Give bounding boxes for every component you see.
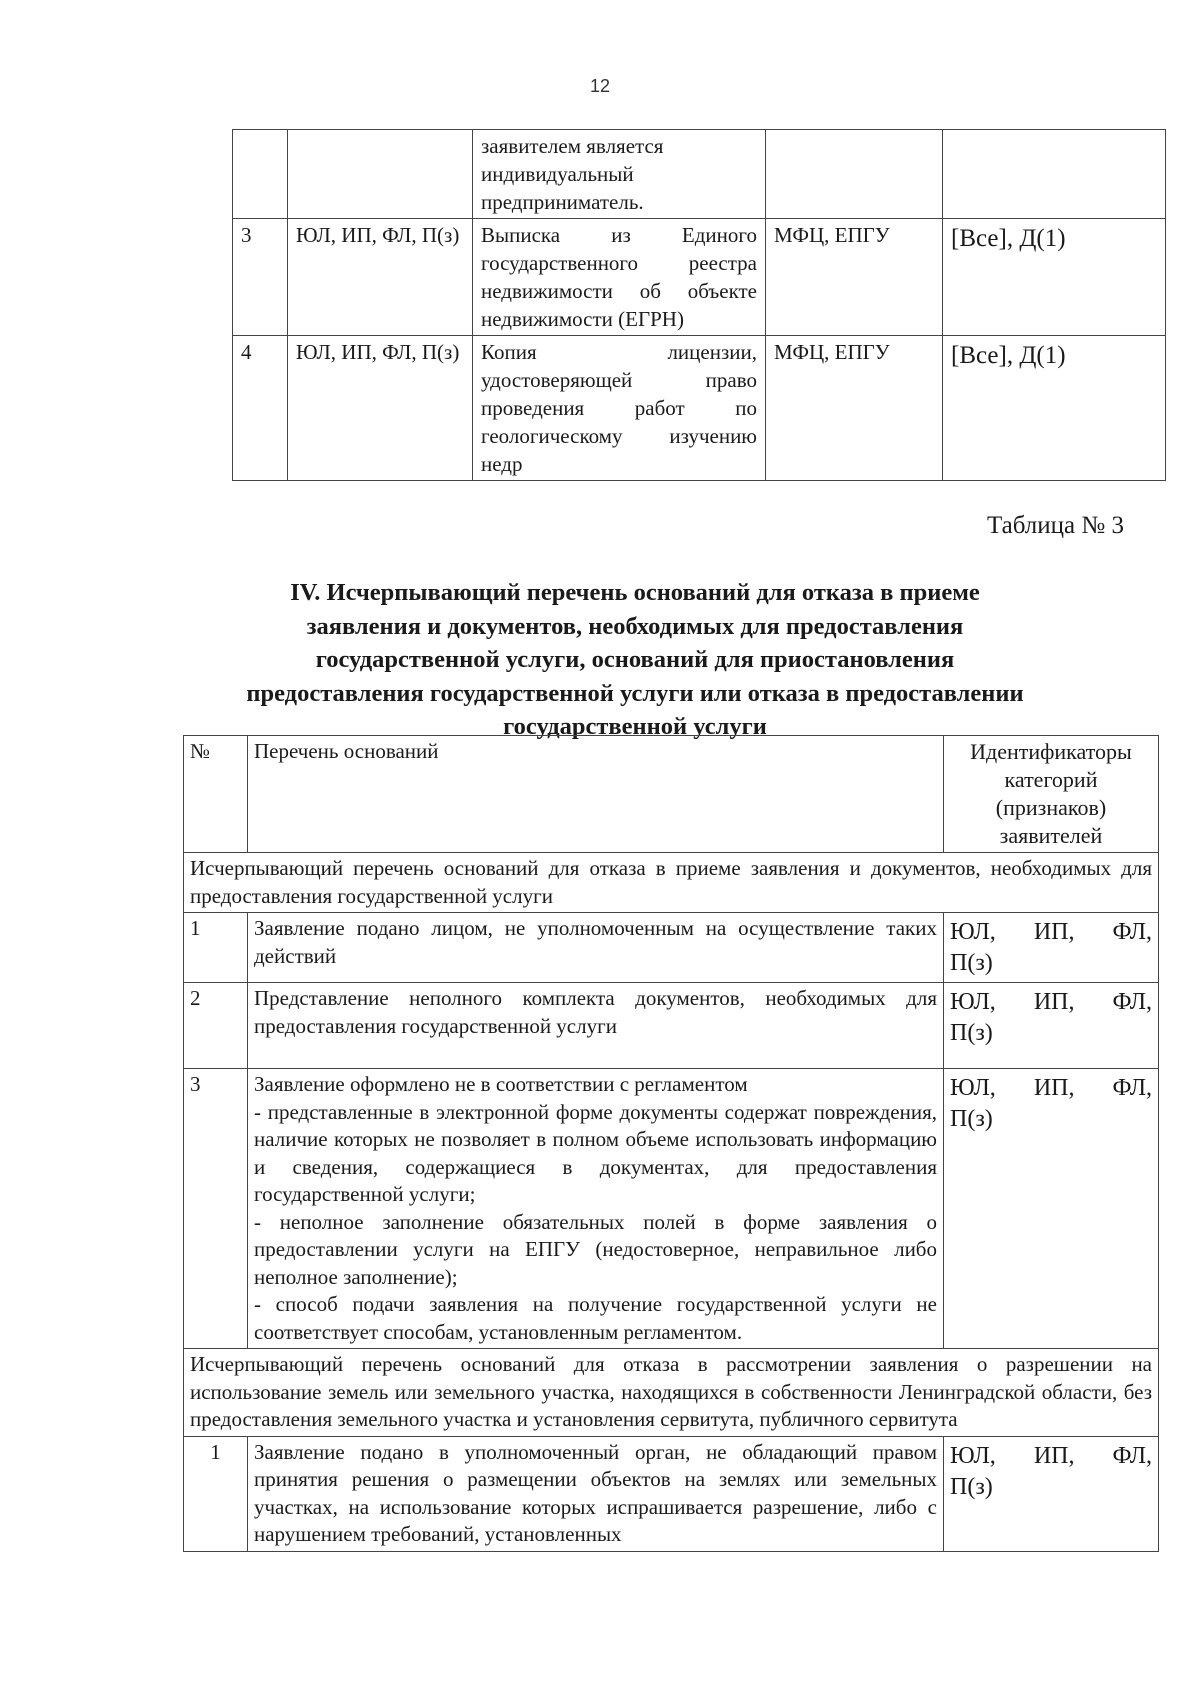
table-row bbox=[184, 1069, 1159, 1349]
section-row: Исчерпывающий перечень оснований для отказа в рассмотрении заявления о разрешении на использование земель или земельного участка, находящихся в собственности Ленинградской области, без предоставления земельного участка и установления сервитута, публичного сервитута bbox=[184, 1349, 1159, 1437]
cell-ids bbox=[943, 130, 1166, 219]
cell-ids: ЮЛ, ИП, ФЛ, П(з) bbox=[944, 1069, 1159, 1349]
cell-num: 4 bbox=[233, 336, 288, 481]
table-header-row bbox=[184, 736, 1159, 853]
cell-num: 3 bbox=[184, 1069, 248, 1349]
cell-categories: ЮЛ, ИП, ФЛ, П(з) bbox=[288, 336, 473, 481]
cell-num: 1 bbox=[184, 913, 248, 983]
page-number: 12 bbox=[589, 76, 611, 96]
header-num: № bbox=[184, 736, 248, 853]
cell-ids: ЮЛ, ИП, ФЛ, П(з) bbox=[944, 983, 1159, 1069]
cell-num: 2 bbox=[184, 983, 248, 1069]
cell-num: 3 bbox=[233, 219, 288, 336]
section-row: Исчерпывающий перечень оснований для отказа в приеме заявления и документов, необходимых для предоставления государственной услуги bbox=[184, 853, 1159, 913]
cell-where: МФЦ, ЕПГУ bbox=[766, 219, 943, 336]
table-row bbox=[184, 1436, 1159, 1551]
documents-table bbox=[232, 129, 1166, 481]
header-ids: Идентификаторы категорий (признаков) заявителей bbox=[944, 736, 1159, 853]
refusal-grounds-table bbox=[183, 735, 1159, 1552]
table-caption: Таблица № 3 bbox=[986, 512, 1124, 539]
header-grounds: Перечень оснований bbox=[248, 736, 944, 853]
cell-text: Представление неполного комплекта документов, необходимых для предоставления государственной услуги bbox=[248, 983, 944, 1069]
cell-num bbox=[233, 130, 288, 219]
table-row bbox=[233, 219, 1166, 336]
section-heading: IV. Исчерпывающий перечень оснований для отказа в приеме заявления и документов, необходимых для предоставления государственной услуги, оснований для приостановления предоставления государственной услуги или отказа в предоставлении государственной услуги bbox=[246, 579, 1024, 740]
cell-categories bbox=[288, 130, 473, 219]
table-row bbox=[233, 336, 1166, 481]
cell-where bbox=[766, 130, 943, 219]
cell-categories: ЮЛ, ИП, ФЛ, П(з) bbox=[288, 219, 473, 336]
cell-document: Копия лицензии, удостоверяющей право проведения работ по геологическому изучению недр bbox=[473, 336, 766, 481]
cell-ids: [Все], Д(1) bbox=[943, 219, 1166, 336]
table-row bbox=[184, 913, 1159, 983]
cell-ids: [Все], Д(1) bbox=[943, 336, 1166, 481]
cell-text: Заявление подано лицом, не уполномоченным на осуществление таких действий bbox=[248, 913, 944, 983]
cell-ids: ЮЛ, ИП, ФЛ, П(з) bbox=[944, 913, 1159, 983]
cell-text: Заявление оформлено не в соответствии с регламентом - представленные в электронной форме документы содержат повреждения, наличие которых не позволяет в полном объеме использовать информацию и сведения, содержащиеся в документах, для предоставления государственной услуги; - неполное заполнение обязательных полей в форме заявления о предоставлении услуги на ЕПГУ (недостоверное, неправильное либо неполное заполнение); - способ подачи заявления на получение государственной услуги не соответствует способам, установленным регламентом. bbox=[248, 1069, 944, 1349]
cell-where: МФЦ, ЕПГУ bbox=[766, 336, 943, 481]
cell-num: 1 bbox=[184, 1436, 248, 1551]
cell-ids: ЮЛ, ИП, ФЛ, П(з) bbox=[944, 1436, 1159, 1551]
table-row bbox=[233, 130, 1166, 219]
cell-text: Заявление подано в уполномоченный орган, не обладающий правом принятия решения о размещении объектов на землях или земельных участках, на использование которых испрашивается разрешение, либо с нарушением требований, установленных bbox=[248, 1436, 944, 1551]
cell-document: Выписка из Единого государственного реестра недвижимости об объекте недвижимости (ЕГРН) bbox=[473, 219, 766, 336]
table-row bbox=[184, 983, 1159, 1069]
cell-document: заявителем является индивидуальный предприниматель. bbox=[473, 130, 766, 219]
